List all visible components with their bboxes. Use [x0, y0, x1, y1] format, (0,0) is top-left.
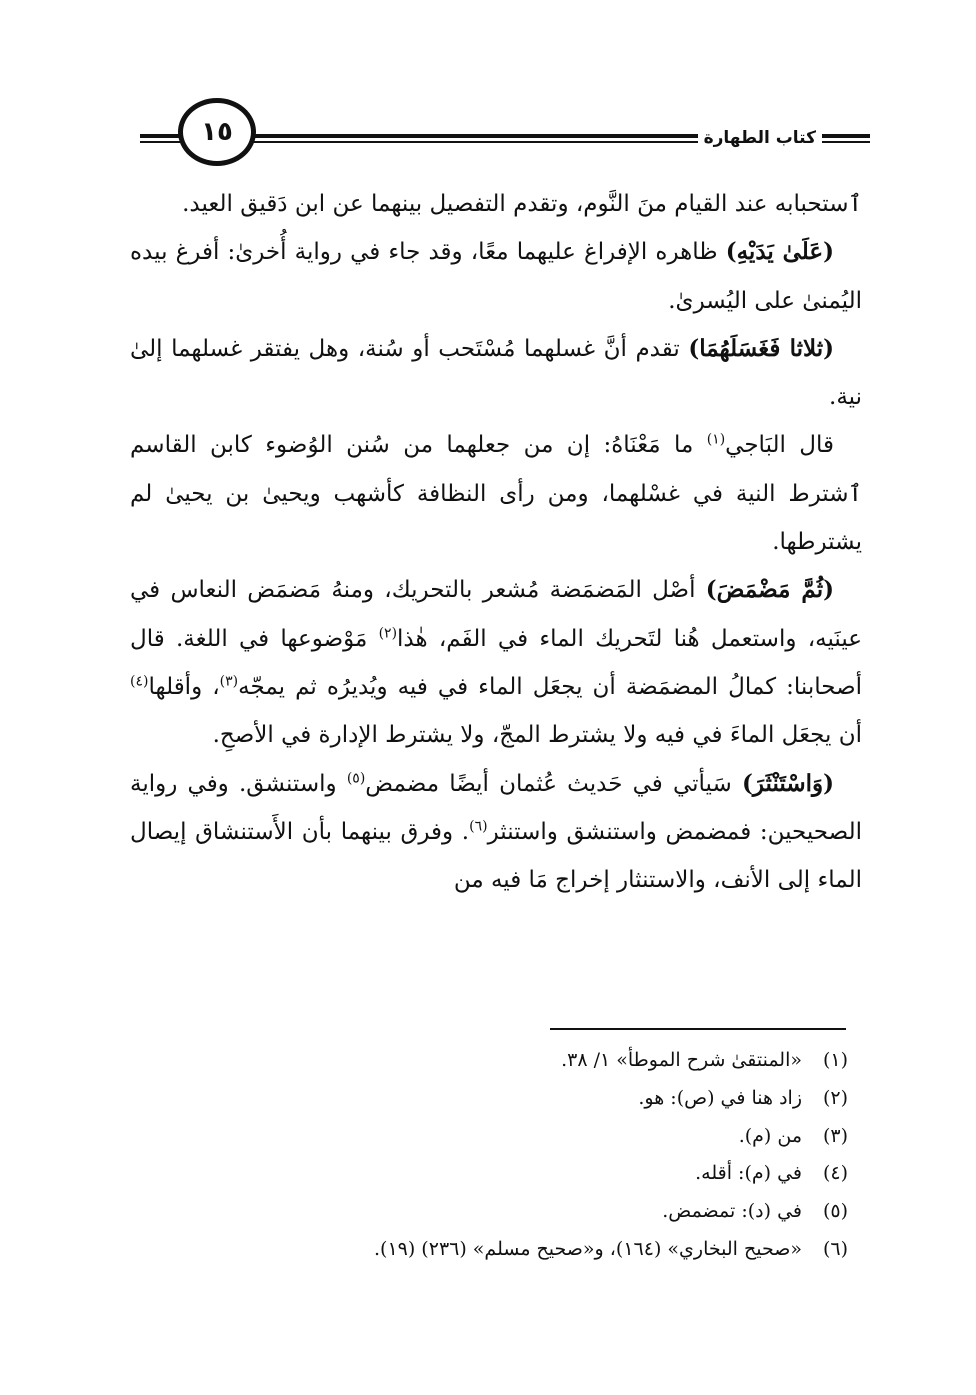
keyword: (ثُمَّ مَضْمَضَ) — [705, 576, 834, 604]
paragraph-3: (ثلاثا فَغَسَلَهُمَا) تقدم أنَّ غسلهما مُسْتَحب أو سُنة، وهل يفتقر غسلهما إلىٰ نية. — [130, 334, 862, 411]
footnote-ref-6[interactable]: (٦) — [469, 818, 488, 835]
page-header — [140, 98, 870, 178]
footnote-number: (٣) — [822, 1124, 848, 1147]
footnote-2 — [200, 1080, 848, 1118]
footnote-ref-1[interactable]: (١) — [706, 431, 726, 448]
footnote-text: «المنتقىٰ شرح الموطأ» ١/ ٣٨. — [561, 1049, 802, 1071]
footnote-ref-4[interactable]: (٤) — [130, 673, 149, 690]
footnote-number: (٤) — [822, 1162, 848, 1185]
footnote-number: (٢) — [822, 1086, 848, 1109]
keyword: (وَاسْتَنْثَرَ) — [741, 769, 834, 797]
footnote-4 — [200, 1155, 848, 1193]
paragraph-1: ٱستحبابه عند القيام منَ النَّوم، وتقدم التفصيل بينهما عن ابن دَقيق العيد. — [182, 191, 862, 217]
footnote-number: (١) — [822, 1049, 848, 1071]
footnote-text: زاد هنا في (ص): هو. — [638, 1086, 802, 1109]
footnote-text: «صحيح البخاري» (١٦٤)، و«صحيح مسلم» (٢٣٦) (١٩). — [373, 1237, 802, 1260]
footnote-number: (٥) — [822, 1200, 848, 1223]
paragraph-4: قال البَاجي$^{(١)}$ ما مَعْنَاهُ: إن من جعلهما من سُنن الوُضوء كابن القاسم ٱشترط النية في غسْلهما، ومن رأى النظافة كأشهب ويحيىٰ بن يحيىٰ لم يشترطها. — [130, 431, 862, 556]
footnote-text: من (م). — [738, 1124, 802, 1147]
footnote-number: (٦) — [822, 1237, 848, 1260]
paragraph-2: (عَلَىٰ يَدَيْهِ) ظاهره الإفراغ عليهما معًا، وقد جاء في رواية أُخرىٰ: أفرغ بيده اليُمنىٰ على اليُسرىٰ. — [130, 238, 862, 314]
footnote-ref-2[interactable]: (٢) — [378, 625, 398, 642]
footnote-6 — [200, 1231, 848, 1269]
footnote-5 — [200, 1193, 848, 1231]
footnote-1 — [200, 1042, 848, 1080]
footnote-separator — [550, 1028, 846, 1030]
main-text — [130, 180, 862, 904]
keyword: (عَلَىٰ يَدَيْهِ) — [725, 238, 834, 266]
footnote-ref-3[interactable]: (٣) — [219, 673, 239, 690]
paragraph-5: (ثُمَّ مَضْمَضَ) أصْل المَضمَضة مُشعر بالتحريك، ومنهُ مَضمَض النعاس في عينَيه، واستعمل هُنا لتَحريك الماء في الفَم، هٰذا$^{(٢)}$ مَوْضوعها في اللغة. قال أصحابنا: كمالُ المضمَضة أن يجعَل الماء في فيه ويُديرُه ثم يمجّه$^{(٣)}$، وأقلها$^{(٤)}$ أن يجعَل الماءَ في فيه ولا يشترط المجّ، ولا يشترط الإدارة في الأصحِ. — [130, 576, 863, 749]
footnote-text: في (م): أقله. — [695, 1162, 802, 1185]
footnotes — [200, 1042, 848, 1269]
keyword: (ثلاثا فَغَسَلَهُمَا) — [688, 334, 835, 362]
footnote-text: في (د): تمضمض. — [662, 1200, 802, 1223]
paragraph-6: (وَاسْتَنْثَرَ) سَيأتي في حَديث عُثمان أيضًا مضمض$^{(٥)}$ واستنشق. وفي رواية الصحيحين: فمضمض واستنشق واستنثر$^{(٦)}$. وفرق بينهما بأن الأَستنشاق إيصال الماء إلى الأنف، والاستنثار إخراج مَا فيه من — [130, 769, 862, 894]
footnote-ref-5[interactable]: (٥) — [346, 769, 366, 786]
running-title: كتاب الطهارة — [698, 124, 822, 152]
footnote-3 — [200, 1118, 848, 1156]
page-number: ١٥ — [178, 98, 256, 166]
